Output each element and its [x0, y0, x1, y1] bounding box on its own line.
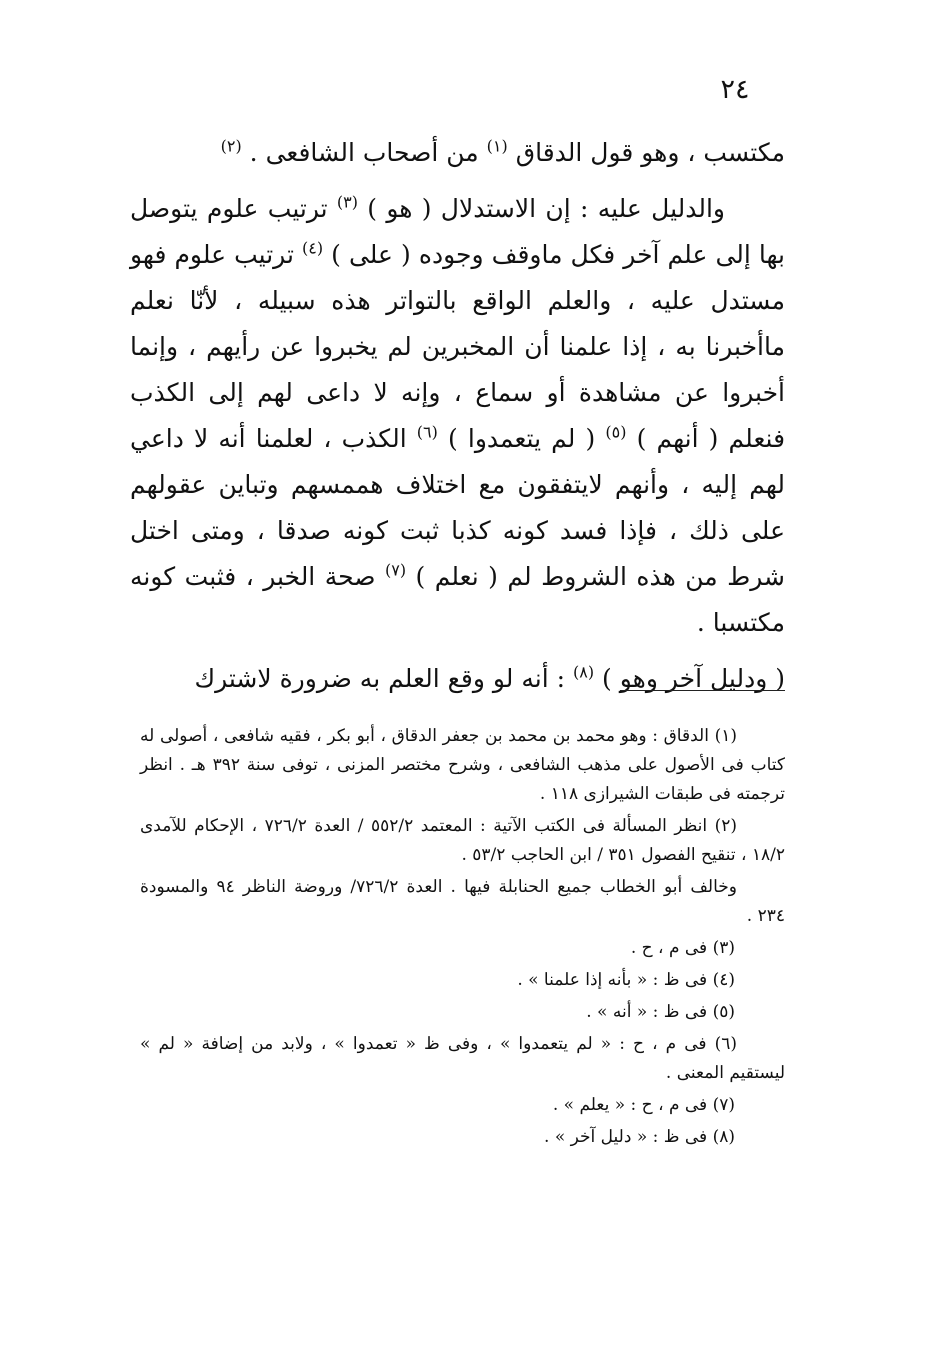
footnote-6: (٦) فى م ، ح : « لم يتعمدوا » ، وفى ظ « تعمدوا » ، ولابد من إضافة « لم » ليستقيم المعنى . [140, 1034, 785, 1083]
paragraph-3-text-b: : أنه لو وقع العلم به ضرورة لاشترك [194, 664, 566, 693]
footnotes [140, 722, 785, 1155]
footnote-ref-5[interactable]: (٥) [605, 422, 627, 442]
footnote-8: (٨) فى ظ : « دليل آخر » . [544, 1127, 735, 1147]
footnote-ref-1[interactable]: (١) [486, 136, 508, 156]
footnote-ref-2[interactable]: (٢) [220, 136, 242, 156]
paragraph-2-text-a: والدليل عليه : إن الاستدلال ( هو ) [367, 194, 725, 223]
footnote-separator [620, 690, 785, 691]
footnote-ref-3[interactable]: (٣) [336, 192, 358, 212]
paragraph-1-text-a: مكتسب ، وهو قول الدقاق [515, 138, 785, 167]
footnote-ref-4[interactable]: (٤) [301, 238, 324, 258]
paragraph-3-text-a: ( ودليل آخر وهو ) [602, 664, 785, 693]
paragraph-2-text-e: الكذب ، لعلمنا أنه لا داعي لهم إليه ، وأنهم لايتفقون مع اختلاف هممسهم وتباين عقولهم على ذلك ، فإذا فسد كونه كذبا ثبت كونه صدقا ، ومتى اختل شرط من هذه الشروط لم ( نعلم ) [130, 424, 785, 591]
footnote-ref-7[interactable]: (٧) [384, 560, 407, 580]
footnote-2-continued: وخالف أبو الخطاب جميع الحنابلة فيها . العدة ٧٢٦/٢/ وروضة الناظر ٩٤ والمسودة ٢٣٤ . [140, 877, 785, 926]
paragraph-2-text-d: ( لم يتعمدوا ) [448, 424, 596, 453]
footnote-2: (٢) انظر المسألة فى الكتب الآتية : المعتمد ٥٥٢/٢ / العدة ٧٢٦/٢ ، الإحكام للآمدى ١٨/٢ ، تنقيح الفصول ٣٥١ / ابن الحاجب ٥٣/٢ . [140, 816, 785, 865]
main-text [130, 130, 785, 712]
footnote-1: (١) الدقاق : وهو محمد بن محمد بن جعفر الدقاق ، أبو بكر ، فقيه شافعى ، أصولى له كتاب فى الأصول على مذهب الشافعى ، وشرح مختصر المزنى ، توفى سنة ٣٩٢ هـ . انظر ترجمته فى طبقات الشيرازى ١١٨ . [140, 726, 785, 804]
paragraph-2 [130, 186, 785, 646]
paragraph-2-text-c: ترتيب علوم فهو مستدل عليه ، والعلم الواقع بالتواتر هذه سبيله ، لأنّا نعلم ماأخبرنا به ، إذا علمنا أن المخبرين لم يخبروا عن رأيهم ، وإنما أخبروا عن مشاهدة أو سماع ، وإنه لا داعى لهم إلى الكذب فنعلم ( أنهم ) [130, 240, 786, 453]
footnote-ref-8[interactable]: (٨) [572, 662, 595, 682]
page-number: ٢٤ [720, 74, 750, 105]
paragraph-1 [130, 130, 785, 176]
footnote-3: (٣) فى م ، ح . [630, 938, 735, 958]
paragraph-2-text-f: صحة الخبر ، فثبت كونه مكتسبا . [130, 562, 785, 637]
footnote-4: (٤) فى ظ : « بأنه إذا علمنا » . [517, 970, 735, 990]
paragraph-3 [130, 656, 785, 702]
footnote-5: (٥) فى ظ : « أنه » . [586, 1002, 735, 1022]
paragraph-2-text-b: ترتيب علوم يتوصل بها إلى علم آخر فكل ماوقف وجوده ( على ) [130, 194, 785, 269]
paragraph-1-text-b: من أصحاب الشافعى . [249, 138, 479, 167]
footnote-7: (٧) فى م ، ح : « يعلم » . [552, 1095, 735, 1115]
footnote-ref-6[interactable]: (٦) [416, 422, 438, 442]
